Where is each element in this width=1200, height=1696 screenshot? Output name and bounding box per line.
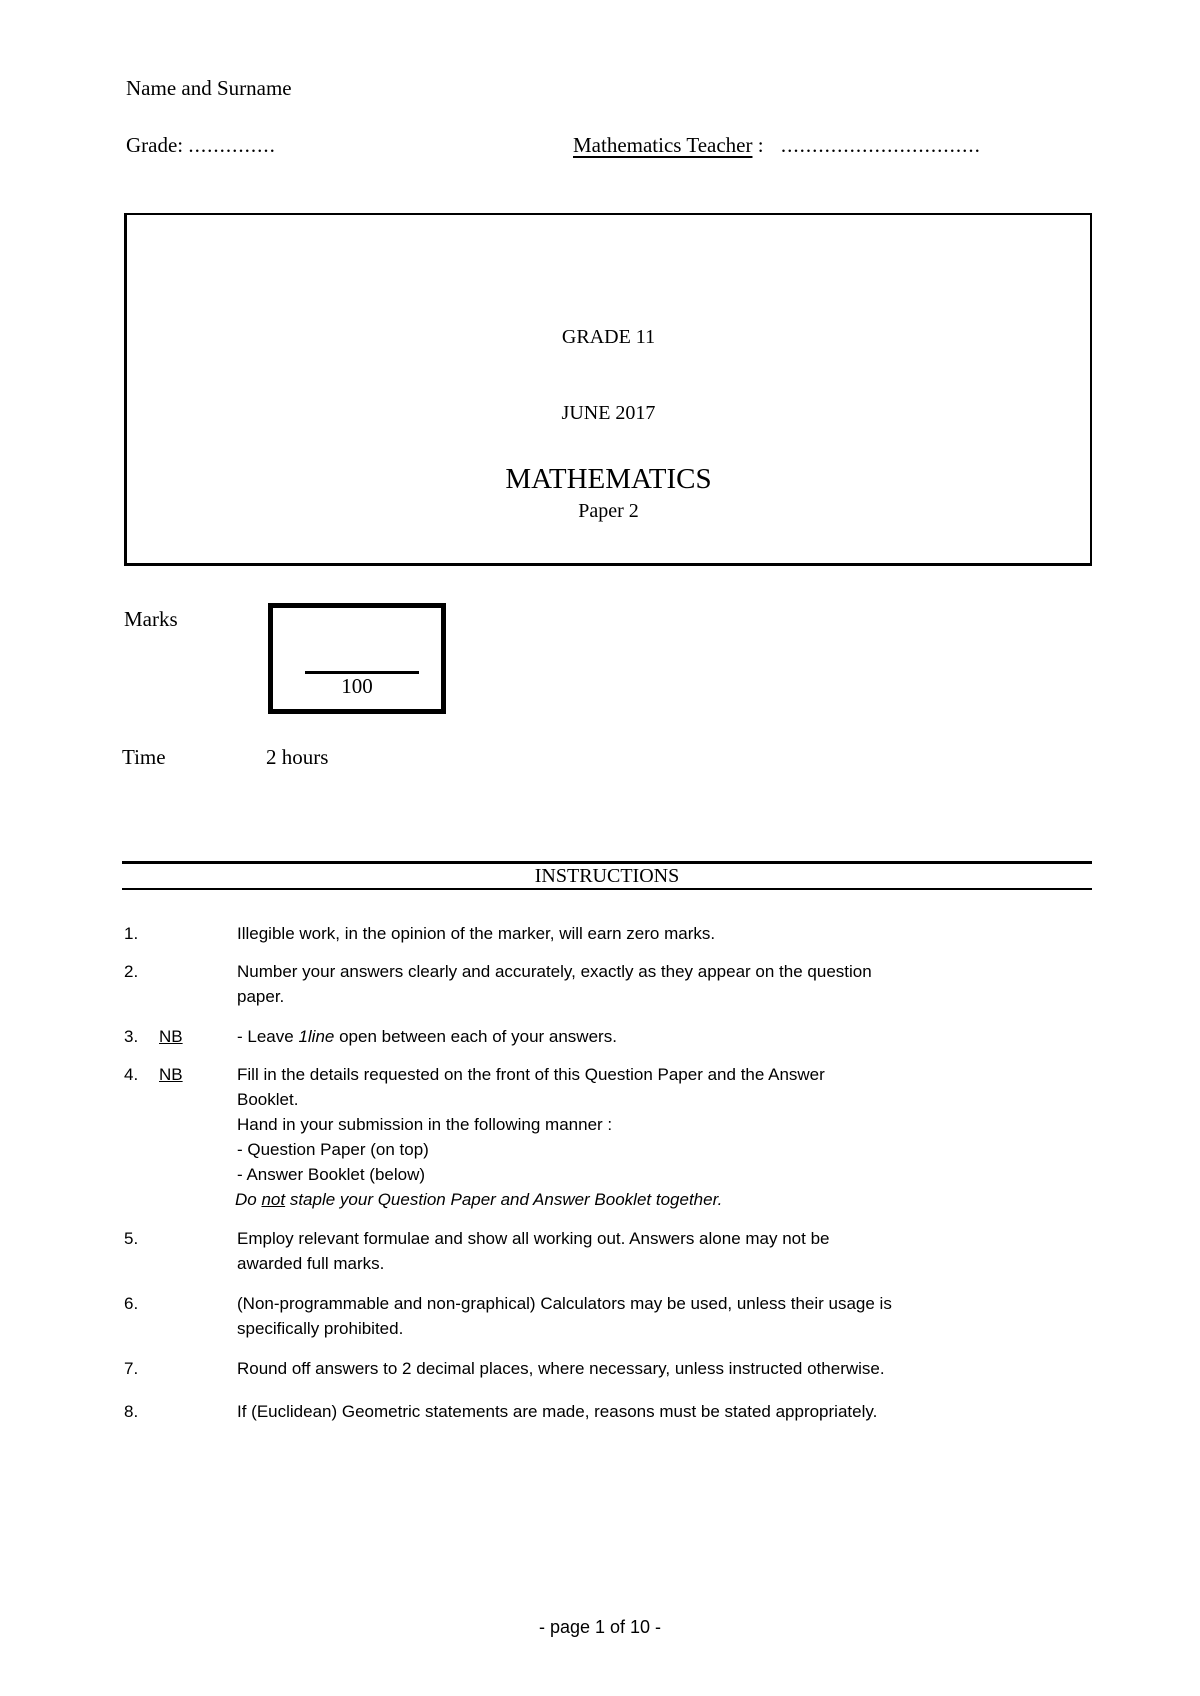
instruction-line: Number your answers clearly and accurately, exactly as they appear on the question [237,962,872,981]
instruction-line: awarded full marks. [237,1254,385,1273]
instruction-line: - Question Paper (on top) [237,1140,429,1159]
nb-marker [159,1062,183,1087]
instruction-text [237,1356,1097,1381]
grade-blank: .............. [188,133,276,157]
nb-text: NB [159,1065,183,1084]
teacher-blank: ................................ [780,133,981,157]
grade-label: Grade: [126,133,184,157]
exam-date: JUNE 2017 [561,402,656,424]
instruction-text [237,1399,1097,1424]
teacher-label: Mathematics Teacher [573,133,753,157]
marks-total: 100 [341,674,373,698]
instruction-text [237,1062,1097,1212]
page-number: - page 1 of 10 - [538,1617,662,1637]
instruction-line: Fill in the details requested on the front of this Question Paper and the Answer [237,1065,825,1084]
teacher-field [573,133,981,158]
instruction-line: If (Euclidean) Geometric statements are made, reasons must be stated appropriately. [237,1402,878,1421]
instruction-line: - Answer Booklet (below) [237,1165,426,1184]
subject-title: MATHEMATICS [505,463,712,495]
instruction-number: 8. [124,1402,139,1421]
instruction-italic: 1line [298,1027,335,1046]
title-box [124,213,1092,566]
paper-number: Paper 2 [578,500,639,522]
nb-text: NB [159,1027,183,1046]
instruction-number: 1. [124,924,139,943]
staple-note [235,1187,1097,1212]
instruction-line: Illegible work, in the opinion of the marker, will earn zero marks. [237,924,716,943]
instruction-number: 4. [124,1065,139,1084]
time-value: 2 hours [266,745,329,769]
marks-label: Marks [124,607,178,631]
instruction-text [237,921,1097,946]
instruction-text [237,1291,1097,1341]
staple-note-part: staple your Question Paper and Answer Booklet together. [285,1190,723,1209]
nb-marker [159,1024,183,1049]
instruction-text [237,1024,1097,1049]
instruction-number: 6. [124,1294,139,1313]
grade-heading: GRADE 11 [561,326,656,348]
instruction-line: Hand in your submission in the following manner : [237,1115,613,1134]
instruction-line: specifically prohibited. [237,1319,404,1338]
instruction-line: paper. [237,987,285,1006]
instruction-number: 5. [124,1229,139,1248]
instruction-number: 3. [124,1027,139,1046]
instruction-number: 7. [124,1359,139,1378]
instruction-text-part: open between each of your answers. [334,1027,617,1046]
marks-box [268,603,446,714]
staple-note-part: Do [235,1190,262,1209]
instruction-line: Round off answers to 2 decimal places, where necessary, unless instructed otherwise. [237,1359,885,1378]
instruction-text [237,959,1097,1009]
instruction-line: Booklet. [237,1090,299,1109]
instruction-number: 2. [124,962,139,981]
instructions-heading-text: INSTRUCTIONS [534,865,680,887]
instruction-line: Employ relevant formulae and show all working out. Answers alone may not be [237,1229,830,1248]
time-label: Time [122,745,166,769]
instruction-line: (Non-programmable and non-graphical) Calculators may be used, unless their usage is [237,1294,892,1313]
teacher-colon: : [757,133,764,157]
instruction-text-part: - Leave [237,1027,299,1046]
staple-note-emphasis: not [261,1190,286,1209]
instruction-text [237,1226,1097,1276]
grade-field [126,133,276,158]
instructions-heading [122,861,1092,890]
name-surname-label: Name and Surname [126,76,292,100]
